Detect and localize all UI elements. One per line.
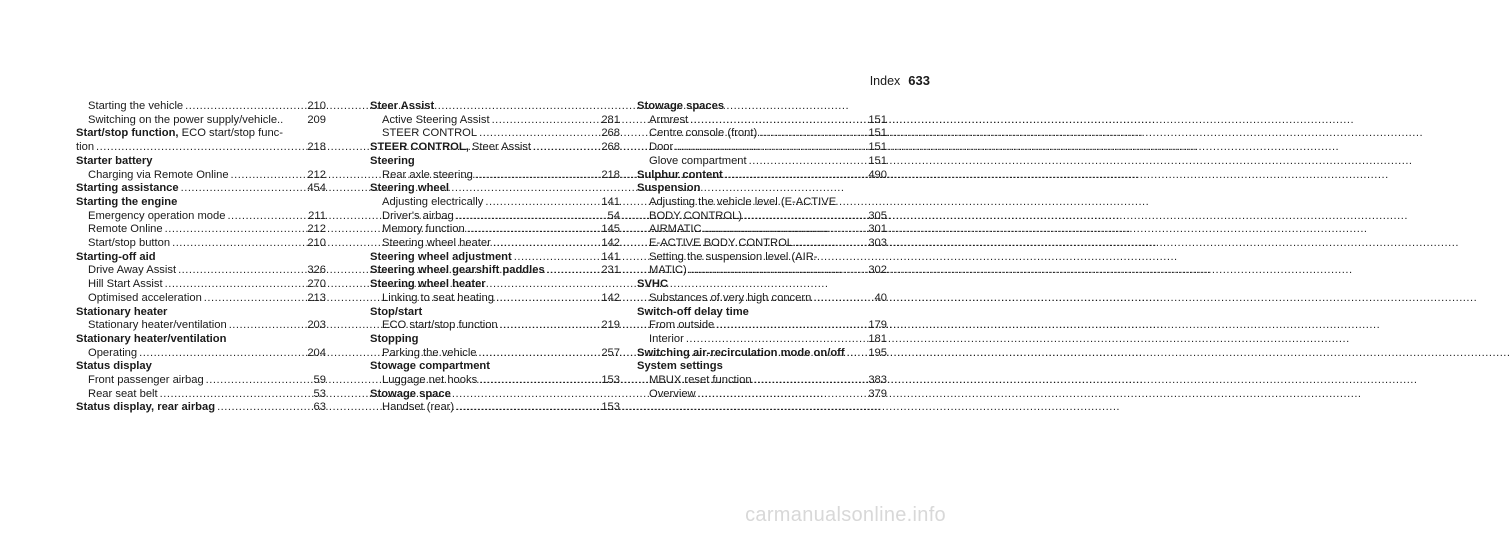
index-entry [637,264,887,278]
index-entry [637,196,887,210]
page-reference[interactable]: 145 [601,223,620,236]
index-entry [76,155,326,169]
index-entry [76,223,326,237]
entry-heading: Status display [76,360,152,373]
entry-text: Luggage net hooks [382,374,478,387]
entry-text: From outside [649,319,715,332]
index-entry [637,237,887,251]
dot-leader [847,347,867,361]
entry-text: Adjusting electrically [382,195,484,208]
entry-text: E-ACTIVE BODY CONTROL [649,237,794,250]
dot-leader [725,169,867,183]
entry-text: Operating [88,346,138,359]
entry-text: Adjusting the vehicle level (E-ACTIVE [649,195,837,208]
entry-text: Overview [649,387,696,400]
dot-leader [704,223,867,237]
page-reference[interactable]: 141 [601,250,620,263]
page-reference[interactable]: 142 [601,291,620,304]
index-entry [370,127,620,141]
entry-text: Remote Online [88,223,163,236]
index-entry [370,374,620,388]
dot-leader [227,210,306,224]
dot-leader [698,388,867,402]
index-entry [76,141,326,155]
index-entry [76,374,326,388]
page-reference[interactable]: 59 [313,374,326,387]
entry-text: BODY CONTROL) [649,209,743,222]
index-entry [76,264,326,278]
index-entry [637,374,887,388]
index-entry [637,278,887,292]
page-reference[interactable]: 153 [601,401,620,414]
entry-qualifier: Steer Assist [468,141,532,154]
index-entry [76,319,326,333]
entry-heading: Steering wheel adjustment [370,250,512,263]
dot-leader [749,155,867,169]
index-entry [637,127,887,141]
index-entry [370,141,620,155]
entry-text: Front passenger airbag [88,374,204,387]
entry-text: Substances of very high concern [649,291,812,304]
dot-leader [479,374,599,388]
index-entry [637,251,887,265]
entry-qualifier: ECO start/stop func- [178,127,283,140]
index-entry [637,333,887,347]
entry-text: tion [76,141,95,154]
dot-leader [759,127,866,141]
page-reference[interactable]: 151 [868,154,887,167]
entry-text: Parking the vehicle [382,346,477,359]
entry-text: Interior [649,332,684,345]
entry-text: Stationary heater/ventilation [88,319,227,332]
entry-heading: Starting assistance [76,182,179,195]
index-entry [370,251,620,265]
entry-text: Driver's airbag [382,209,454,222]
entry-text: Armrest [649,113,689,126]
index-entry [76,333,326,347]
entry-heading: Stationary heater/ventilation [76,332,227,345]
index-entry [76,278,326,292]
entry-heading: Steering wheel gearshift paddles [370,264,545,277]
entry-text: Start/stop button [88,237,171,250]
page-reference[interactable]: 231 [601,264,620,277]
entry-heading: Switching air-recirculation mode on/off [637,346,845,359]
entry-text: Switching on the power supply/vehicle.. [88,113,284,126]
entry-heading: Stowage spaces [637,100,725,112]
index-entry [76,196,326,210]
index-entry [370,401,620,415]
dot-leader [229,319,306,333]
dot-leader [172,237,305,251]
page-reference[interactable]: 210 [307,237,326,250]
dot-leader [456,210,606,224]
index-entry [637,141,887,155]
entry-text: Linking to seat heating [382,291,494,304]
page-reference[interactable]: 301 [868,223,887,236]
index-entry [76,347,326,361]
page-reference[interactable]: 326 [307,264,326,277]
dot-leader [456,401,599,415]
index-entry [370,114,620,128]
page-reference[interactable]: 54 [607,209,620,222]
dot-leader [204,292,306,306]
index-entry [370,182,620,196]
page-reference[interactable]: 268 [601,141,620,154]
dot-leader [686,333,867,347]
index-entry [370,360,620,374]
page-reference[interactable]: 142 [601,237,620,250]
watermark: carmanualsonline.info [745,504,946,526]
page-reference[interactable]: 302 [868,264,887,277]
entry-heading: Starting the engine [76,195,178,208]
page-reference[interactable]: 53 [313,387,326,400]
dot-leader [206,374,312,388]
dot-leader [716,319,866,333]
page-reference[interactable]: 151 [868,127,887,140]
entry-heading: Steering wheel heater [370,278,486,291]
dot-leader [744,210,866,224]
index-entry [76,388,326,402]
page-reference[interactable]: 181 [868,332,887,345]
index-entry [370,155,620,169]
index-entry [370,347,620,361]
entry-heading: Steering [370,154,415,167]
entry-heading: Stationary heater [76,305,168,318]
dot-leader [690,114,866,128]
page-reference[interactable]: 379 [868,387,887,400]
page-reference[interactable]: 219 [601,319,620,332]
index-entry [637,114,887,128]
dot-leader [492,114,600,128]
index-entry [76,169,326,183]
page-reference[interactable]: 212 [307,168,326,181]
entry-text: Steering wheel heater [382,237,491,250]
index-entry [76,360,326,374]
entry-text: Handset (rear) [382,401,455,414]
entry-text: Door [649,141,674,154]
page-reference[interactable]: 151 [868,141,887,154]
dot-leader [160,388,312,402]
entry-text: Rear seat belt [88,387,158,400]
index-entry [370,388,620,402]
dot-leader [500,319,600,333]
entry-text: Centre console (front) [649,127,758,140]
entry-text: Optimised acceleration [88,291,202,304]
index-entry [76,292,326,306]
dot-leader [754,374,867,388]
index-entry [76,100,326,114]
dot-leader [533,141,599,155]
page-reference[interactable]: 213 [307,291,326,304]
page-reference[interactable]: 151 [868,113,887,126]
entry-heading: Stowage space [370,387,451,400]
index-entry [76,127,326,141]
page-reference[interactable]: 268 [601,127,620,140]
dot-leader [181,182,306,196]
page-reference[interactable]: 270 [307,278,326,291]
index-entry [370,223,620,237]
page-reference[interactable]: 212 [307,223,326,236]
index-entry [637,182,887,196]
index-entry [637,210,887,224]
dot-leader [496,292,599,306]
index-column-2 [370,100,620,415]
index-column-1 [76,100,326,415]
dot-leader [217,401,311,415]
page-reference[interactable]: 204 [307,346,326,359]
dot-leader [475,169,600,183]
index-entry [76,114,326,128]
dot-leader [795,237,866,251]
entry-heading: Steer Assist [370,100,435,112]
page-reference[interactable]: 383 [868,374,887,387]
index-entry [637,347,887,361]
page-reference[interactable]: 257 [601,346,620,359]
dot-leader [231,169,306,183]
index-entry [370,210,620,224]
index-entry [370,169,620,183]
entry-heading: Steering wheel [370,182,449,195]
page-reference[interactable]: 281 [601,113,620,126]
index-entry [637,360,887,374]
entry-heading: STEER CONTROL, [370,141,469,154]
page-reference[interactable]: 218 [601,168,620,181]
index-column-3 [637,100,887,401]
dot-leader [689,264,867,278]
dot-leader [514,251,600,265]
page-reference[interactable]: 211 [308,209,326,222]
page-reference[interactable]: 303 [868,237,887,250]
page-reference[interactable]: 210 [307,100,326,112]
entry-text: Charging via Remote Online [88,168,229,181]
index-entry [370,196,620,210]
entry-text: Memory function [382,223,465,236]
dot-leader [479,127,599,141]
index-entry [76,210,326,224]
index-entry [76,401,326,415]
page-number: 633 [908,73,930,88]
page-reference[interactable]: 40 [874,291,887,304]
dot-leader [467,223,600,237]
entry-text: Hill Start Assist [88,278,163,291]
index-entry [370,319,620,333]
entry-text: ECO start/stop function [382,319,498,332]
dot-leader [675,141,866,155]
entry-heading: Starter battery [76,154,153,167]
entry-heading: Stop/start [370,305,423,318]
index-entry [76,182,326,196]
index-entry [637,292,887,306]
entry-heading: System settings [637,360,723,373]
index-entry [76,237,326,251]
entry-heading: Status display, rear airbag [76,401,216,414]
index-entry [76,306,326,320]
dot-leader [185,100,305,114]
entry-heading: SVHC [637,278,669,291]
dot-leader [485,196,599,210]
entry-heading: Start/stop function, [76,127,179,140]
entry-heading: Suspension [637,182,701,195]
index-entry [370,306,620,320]
entry-text: Active Steering Assist [382,113,490,126]
page-reference[interactable]: 305 [868,209,887,222]
entry-text: Drive Away Assist [88,264,177,277]
index-entry [637,388,887,402]
page-reference[interactable]: 454 [307,182,326,195]
page-reference[interactable]: 63 [313,401,326,414]
index-entry [637,169,887,183]
dot-leader [139,347,305,361]
page-reference[interactable]: 195 [868,346,887,359]
entry-heading: Starting-off aid [76,250,156,263]
entry-text: MBUX reset function [649,374,752,387]
dot-leader [96,141,305,155]
dot-leader [813,292,872,306]
page-reference[interactable]: 209 [307,113,326,126]
entry-text: Glove compartment [649,154,747,167]
index-label: Index [869,74,901,88]
index-entry [370,333,620,347]
index-entry [370,278,620,292]
index-entry [637,155,887,169]
entry-text: STEER CONTROL [382,127,478,140]
index-entry [637,319,887,333]
page-header [870,73,930,88]
entry-text: AIRMATIC [649,223,702,236]
index-entry [637,223,887,237]
index-entry [370,292,620,306]
entry-text: Rear axle steering [382,168,473,181]
entry-text: MATIC) [649,264,687,277]
entry-heading: Stowage compartment [370,360,490,373]
entry-text: Emergency operation mode [88,209,226,222]
page-reference[interactable]: 218 [307,141,326,154]
dot-leader [178,264,305,278]
page-reference[interactable]: 490 [868,168,887,181]
dot-leader [493,237,599,251]
page-reference[interactable]: 153 [601,374,620,387]
page-reference[interactable]: 203 [307,319,326,332]
entry-heading: Sulphur content [637,168,723,181]
dot-leader [479,347,600,361]
page-reference[interactable]: 141 [601,195,620,208]
entry-text: Starting the vehicle [88,100,184,112]
dot-leader [165,223,306,237]
index-entry [637,100,887,114]
index-entry [370,100,620,114]
entry-heading: Stopping [370,332,419,345]
dot-leader [165,278,306,292]
entry-heading: Switch-off delay time [637,305,749,318]
index-entry [370,237,620,251]
entry-text: Setting the suspension level (AIR- [649,250,818,263]
dot-leader [547,264,600,278]
index-entry [637,306,887,320]
index-entry [76,251,326,265]
index-entry [370,264,620,278]
page-reference[interactable]: 179 [868,319,887,332]
